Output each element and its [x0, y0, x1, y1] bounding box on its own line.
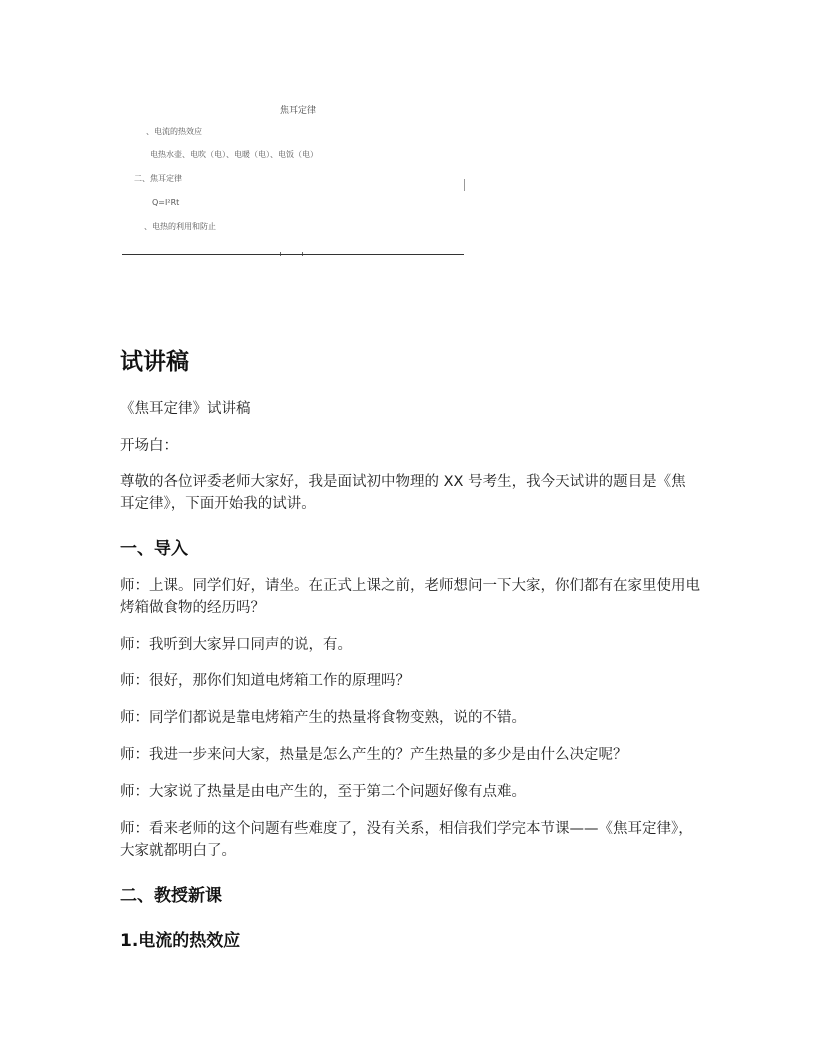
opening-paragraph: 尊敬的各位评委老师大家好，我是面试初中物理的 XX 号考生，我今天试讲的题目是《焦耳定律》，下面开始我的试讲。: [120, 474, 686, 512]
paragraph: 师：上课。同学们好，请坐。在正式上课之前，老师想问一下大家，你们都有在家里使用电烤箱做食物的经历吗？: [120, 578, 700, 616]
board-line-2: 电热水壶、电吹（电）、电暖（电）、电饭（电）: [150, 150, 318, 159]
board-line-4: Q=I²Rt: [152, 198, 180, 207]
doc-subtitle: 《焦耳定律》试讲稿: [120, 401, 251, 417]
board-bottom-rule: [122, 254, 464, 255]
board-line-3: 二、焦耳定律: [134, 174, 182, 183]
subsection-heading-heat-effect: 1.电流的热效应: [120, 931, 241, 951]
blackboard-image: [120, 96, 466, 260]
paragraph: 师：同学们都说是靠电烤箱产生的热量将食物变熟，说的不错。: [120, 710, 526, 726]
board-line-1: 、电流的热效应: [146, 127, 202, 136]
paragraph: 师：我进一步来问大家，热量是怎么产生的？产生热量的多少是由什么决定呢？: [120, 747, 628, 763]
board-line-5: 、电热的利用和防止: [144, 222, 216, 231]
board-title: 焦耳定律: [280, 106, 317, 116]
section-heading-intro: 一、导入: [120, 539, 188, 559]
paragraph: 师：我听到大家异口同声的说，有。: [120, 637, 352, 653]
opening-label: 开场白：: [120, 438, 178, 454]
section-heading-new-lesson: 二、教授新课: [120, 886, 222, 906]
paragraph: 师：很好，那你们知道电烤箱工作的原理吗？: [120, 673, 410, 689]
paragraph: 师：看来老师的这个问题有些难度了，没有关系，相信我们学完本节课——《焦耳定律》，大家就都明白了。: [120, 821, 693, 859]
paragraph: 师：大家说了热量是由电产生的，至于第二个问题好像有点难。: [120, 784, 526, 800]
page-title: 试讲稿: [120, 349, 189, 375]
board-side-rule: [464, 179, 465, 191]
